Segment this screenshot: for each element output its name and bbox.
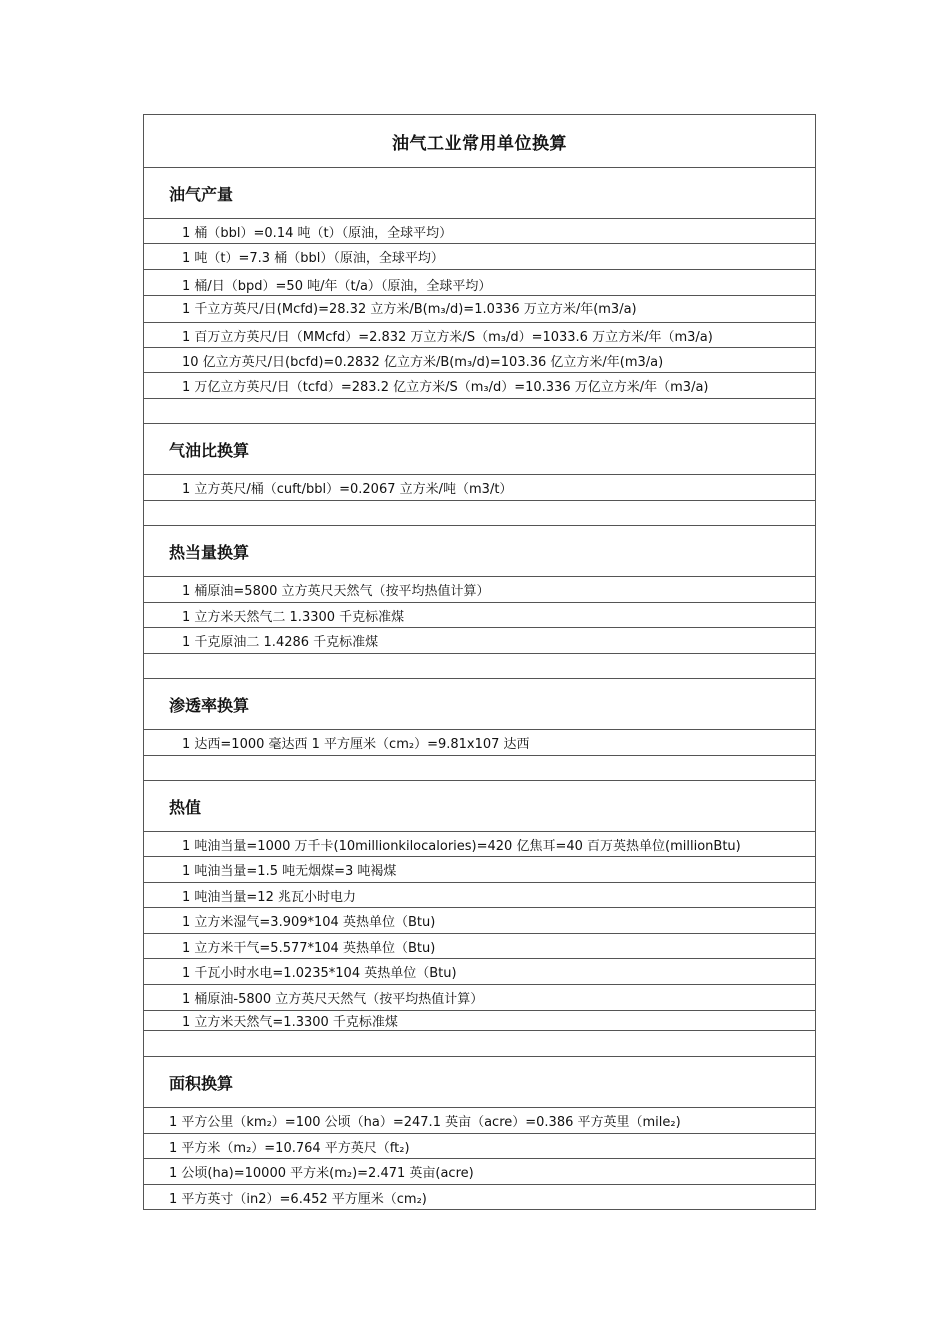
blank-row xyxy=(144,501,815,526)
conversion-row: 1 立方米湿气=3.909*104 英热单位（Btu) xyxy=(144,908,815,934)
conversion-row: 1 平方公里（km₂）=100 公顷（ha）=247.1 英亩（acre）=0.386 平方英里（mile₂) xyxy=(144,1108,815,1134)
conversion-row: 1 立方米天然气二 1.3300 千克标准煤 xyxy=(144,603,815,628)
conversion-row: 1 公顷(ha)=10000 平方米(m₂)=2.471 英亩(acre) xyxy=(144,1159,815,1185)
blank-row xyxy=(144,756,815,781)
section-header: 渗透率换算 xyxy=(144,679,815,730)
conversion-row: 1 达西=1000 毫达西 1 平方厘米（cm₂）=9.81x107 达西 xyxy=(144,730,815,756)
section-header: 面积换算 xyxy=(144,1057,815,1108)
conversion-row: 1 千立方英尺/日(Mcfd)=28.32 立方米/B(m₃/d)=1.0336 万立方米/年(m3/a) xyxy=(182,302,637,317)
conversion-row: 1 吨油当量=12 兆瓦小时电力 xyxy=(144,883,815,908)
conversion-row: 1 千克原油二 1.4286 千克标准煤 xyxy=(144,628,815,654)
conversion-table xyxy=(143,114,816,1210)
conversion-row: 10 亿立方英尺/日(bcfd)=0.2832 亿立方米/B(m₃/d)=103.36 亿立方米/年(m3/a) xyxy=(144,348,815,373)
conversion-row: 1 百万立方英尺/日（MMcfd）=2.832 万立方米/S（m₃/d）=1033.6 万立方米/年（m3/a) xyxy=(144,322,815,348)
conversion-row: 1 千瓦小时水电=1.0235*104 英热单位（Btu) xyxy=(144,959,815,985)
conversion-row: 1 桶（bbl）=0.14 吨（t）（原油，全球平均） xyxy=(144,219,815,244)
conversion-row: 1 吨油当量=1.5 吨无烟煤=3 吨褐煤 xyxy=(144,857,815,883)
section-header: 气油比换算 xyxy=(144,424,815,475)
page-title: 油气工业常用单位换算 xyxy=(144,115,815,168)
section-header: 热值 xyxy=(144,781,815,832)
section-header: 热当量换算 xyxy=(144,526,815,577)
section-header: 油气产量 xyxy=(144,168,815,219)
conversion-row: 1 平方英寸（in2）=6.452 平方厘米（cm₂) xyxy=(144,1185,815,1210)
conversion-row: 1 桶原油-5800 立方英尺天然气（按平均热值计算） xyxy=(182,992,484,1007)
blank-row xyxy=(144,654,815,679)
conversion-row: 1 吨油当量=1000 万千卡(10millionkilocalories)=420 亿焦耳=40 百万英热单位(millionBtu) xyxy=(144,832,815,857)
conversion-row: 1 吨（t）=7.3 桶（bbl）（原油，全球平均） xyxy=(144,244,815,270)
blank-row xyxy=(144,399,815,424)
conversion-row: 1 立方英尺/桶（cuft/bbl）=0.2067 立方米/吨（m3/t） xyxy=(144,475,815,501)
conversion-row: 1 桶/日（bpd）=50 吨/年（t/a）（原油，全球平均） xyxy=(144,270,815,296)
conversion-row: 1 立方米干气=5.577*104 英热单位（Btu) xyxy=(144,934,815,959)
conversion-row: 1 桶原油=5800 立方英尺天然气（按平均热值计算） xyxy=(144,577,815,603)
conversion-row: 1 万亿立方英尺/日（tcfd）=283.2 亿立方米/S（m₃/d）=10.336 万亿立方米/年（m3/a) xyxy=(144,373,815,399)
conversion-row: 1 平方米（m₂）=10.764 平方英尺（ft₂) xyxy=(144,1134,815,1159)
conversion-row: 1 立方米天然气=1.3300 千克标准煤 xyxy=(144,1010,815,1031)
blank-row xyxy=(144,1031,815,1057)
